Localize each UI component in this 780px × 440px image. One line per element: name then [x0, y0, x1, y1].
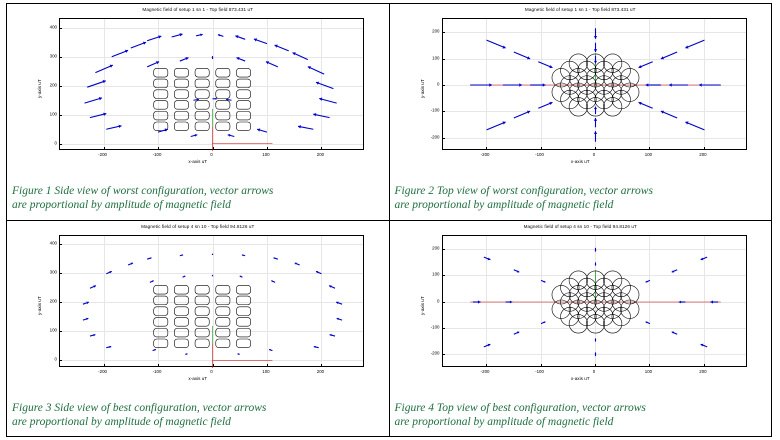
y-tick-label: 100	[432, 55, 440, 61]
x-tick-label: -200	[98, 368, 107, 374]
y-tick-label: -100	[430, 107, 440, 113]
plot-axes	[59, 235, 364, 367]
y-axis-label: y-axis uT	[37, 295, 42, 315]
y-tick-label: 300	[49, 269, 57, 275]
x-tick-label: 100	[262, 152, 270, 157]
plot-axes	[59, 18, 364, 150]
y-tick-label: 200	[432, 28, 440, 34]
chart-title-2: Magnetic field of setup 1 sn 1 - Top field 873.431 uT	[524, 7, 636, 12]
x-tick-label: 100	[644, 368, 653, 374]
y-tick-label: 0	[437, 298, 440, 303]
y-axis-label: y-axis uT	[419, 295, 425, 315]
caption-line: are proportional by amplitude of magnetic field	[394, 199, 614, 211]
y-tick-label: 0	[54, 140, 57, 146]
chart-title-1: Magnetic field of setup 1 sn 1 - Top field 873.431 uT	[142, 7, 254, 12]
figure-cell-1	[7, 4, 389, 218]
y-tick-label: -100	[430, 324, 440, 330]
y-tick-label: 0	[54, 356, 57, 362]
plot-data-layer	[60, 236, 365, 368]
chart-figure-4	[390, 221, 772, 397]
y-tick-label: 200	[49, 82, 57, 88]
x-tick-label: 200	[316, 152, 325, 157]
x-axis-label: x-axis uT	[570, 159, 590, 164]
figure-caption-2	[390, 180, 772, 218]
y-tick-label: 100	[49, 111, 57, 117]
chart-title-4: Magnetic field of setup 4 sn 10 - Top field 94.8126 uT	[523, 223, 637, 229]
caption-line: Figure 3 Side view of best configuration, vector arrows	[12, 401, 267, 414]
figure-cell-3	[7, 221, 389, 435]
y-tick-label: -200	[430, 134, 440, 140]
y-tick-label: -200	[430, 350, 440, 356]
y-tick-label: 100	[49, 327, 57, 333]
y-tick-label: 100	[432, 271, 440, 277]
caption-line: are proportional by amplitude of magnetic field	[12, 415, 231, 428]
figure-table	[6, 3, 772, 437]
x-tick-label: -200	[480, 152, 490, 157]
y-tick-label: 200	[432, 245, 440, 251]
caption-line: Figure 2 Top view of worst configuration, vector arrows	[394, 185, 653, 197]
chart-figure-3	[7, 221, 389, 397]
x-tick-label: 200	[699, 368, 707, 374]
plot-data-layer	[60, 19, 365, 151]
plot-axes	[442, 235, 747, 367]
x-tick-label: 100	[262, 368, 270, 374]
y-tick-label: 400	[49, 240, 57, 246]
x-axis-label: x-axis uT	[188, 375, 208, 381]
caption-line: Figure 1 Side view of worst configuration, vector arrows	[12, 185, 274, 197]
y-tick-label: 200	[49, 298, 57, 304]
figure-cell-4	[390, 221, 772, 435]
x-tick-label: 0	[592, 152, 596, 157]
figure-caption-4	[390, 397, 772, 435]
x-tick-label: -100	[535, 152, 544, 157]
figure-caption-3	[7, 397, 389, 435]
y-tick-label: 300	[49, 53, 57, 59]
x-tick-label: 200	[316, 368, 325, 374]
x-axis-label: x-axis uT	[570, 375, 590, 381]
y-axis-label: y-axis uT	[37, 79, 42, 98]
x-tick-label: 0	[210, 368, 213, 374]
plot-axes	[442, 18, 747, 150]
y-tick-label: 400	[49, 24, 57, 30]
chart-figure-2	[390, 4, 772, 180]
x-tick-label: -200	[98, 152, 107, 157]
x-tick-label: 200	[699, 152, 707, 157]
chart-title-3: Magnetic field of setup 4 sn 10 - Top field 94.8126 uT	[141, 223, 255, 229]
x-tick-label: 0	[210, 152, 213, 157]
y-axis-label: y-axis uT	[419, 79, 425, 98]
x-tick-label: 100	[644, 152, 653, 157]
x-tick-label: -200	[480, 368, 490, 374]
x-tick-label: -100	[152, 368, 162, 374]
caption-line: Figure 4 Top view of best configuration, vector arrows	[394, 401, 646, 414]
plot-data-layer	[443, 19, 748, 151]
plot-data-layer	[443, 236, 748, 368]
x-tick-label: -100	[535, 368, 544, 374]
caption-line: are proportional by amplitude of magnetic field	[12, 199, 231, 211]
caption-line: are proportional by amplitude of magnetic field	[394, 415, 614, 428]
x-tick-label: 0	[592, 368, 596, 374]
figure-cell-2	[390, 4, 772, 218]
y-tick-label: 0	[437, 81, 440, 87]
x-axis-label: x-axis uT	[188, 159, 208, 164]
chart-figure-1	[7, 4, 389, 180]
figure-caption-1	[7, 180, 389, 218]
x-tick-label: -100	[152, 152, 162, 157]
